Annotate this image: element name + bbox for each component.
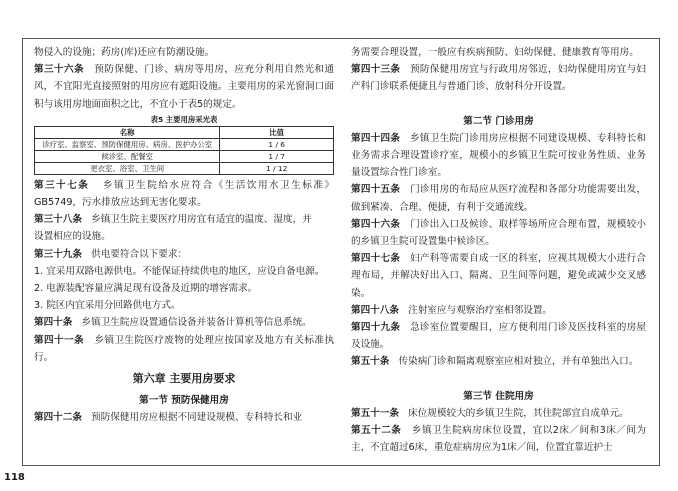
paragraph: 设置相应的设施。 <box>34 231 111 243</box>
article-43 <box>351 61 646 95</box>
chapter-title: 第六章 主要用房要求 <box>132 372 236 386</box>
page-number: 118 <box>4 472 25 483</box>
article-38 <box>34 211 334 228</box>
article-heading: 第五十条 <box>351 356 390 368</box>
table-cell: 更衣室、浴室、卫生间 <box>35 162 220 174</box>
paragraph: 物侵入的设施；药房(库)还应有防潮设施。 <box>34 47 215 58</box>
article-heading: 第五十二条 <box>351 425 402 437</box>
list-item: 3. 院区内宜采用分回路供电方式。 <box>34 300 181 312</box>
paragraph: 务需要合理设置，一般应有疾病预防、妇幼保健、健康教育等用房。 <box>351 47 639 58</box>
article-46 <box>351 216 646 250</box>
article-text: 门诊用房的布局应从医疗流程和各部分功能需要出发，做到紧凑、合理、便捷，有利于交通流线。 <box>351 184 647 213</box>
article-text: 急诊室位置要醒目，应方便利用门诊及医技科室的房屋及设施。 <box>351 322 647 351</box>
table-cell: 诊疗室、监察室、预防保健用房、病房、医护办公室 <box>35 138 220 150</box>
article-text: 预防保健用房应根据不同建设规模、专科特长和业 <box>91 412 303 424</box>
article-44 <box>351 130 646 182</box>
article-text: 预防保健用房宜与行政用房邻近，妇幼保健用房宜与妇产科门诊联系便捷且与普通门诊、放射科分开设置。 <box>351 64 647 93</box>
article-heading: 第四十六条 <box>351 218 401 230</box>
article-heading: 第四十五条 <box>351 184 401 196</box>
article-text: 妇产科等需要自成一区的科室，应视其规模大小进行合理布局，并解决好出入口、隔离、卫生间等问题，避免或减少交叉感染。 <box>351 253 647 299</box>
article-48 <box>351 302 646 319</box>
article-heading: 第四十八条 <box>351 304 399 316</box>
list-item: 1. 宜采用双路电源供电。不能保证持续供电的地区，应设自备电源。 <box>34 265 325 277</box>
right-column <box>351 44 646 456</box>
left-column <box>34 44 334 426</box>
article-heading: 第五十一条 <box>351 407 399 419</box>
table-row <box>35 150 334 162</box>
article-41 <box>34 332 334 366</box>
article-text: 床位规模较大的乡镇卫生院，其住院部宜自成单元。 <box>408 407 629 419</box>
article-text: 门诊出入口及候诊、取样等场所应合理布置，规模较小的乡镇卫生院可设置集中候诊区。 <box>351 218 647 248</box>
article-39 <box>34 246 334 263</box>
lighting-table <box>34 126 334 175</box>
article-37 <box>34 177 334 211</box>
article-42 <box>34 409 334 426</box>
section-title: 第三节 住院用房 <box>463 390 534 402</box>
article-text: 乡镇卫生院医疗废物的处理应按国家及地方有关标准执行。 <box>34 334 335 363</box>
article-heading: 第四十条 <box>34 317 73 329</box>
article-heading: 第三十八条 <box>34 214 82 226</box>
table-cell: 1 / 6 <box>220 138 334 150</box>
article-52 <box>351 422 646 456</box>
spacer <box>351 371 646 388</box>
table-title: 表5 主要用房采光表 <box>150 114 218 124</box>
article-heading: 第三十六条 <box>34 64 85 76</box>
table-row <box>35 138 334 150</box>
article-49 <box>351 319 646 353</box>
article-40 <box>34 314 334 331</box>
article-heading: 第四十二条 <box>34 412 82 424</box>
article-text: 乡镇卫生院应设置通信设备并装备计算机等信息系统。 <box>81 317 312 329</box>
article-text: 预防保健、门诊、病房等用房，应充分利用自然光和通风，不宜阳光直接照射的用房应有遮阳设施。主要用房的采光窗洞口面积与该用房地面面积之比，不宜小于表5的规定。 <box>34 64 335 110</box>
spacer <box>351 96 646 113</box>
article-text: 供电要符合以下要求： <box>91 248 188 260</box>
table-cell: 1 / 12 <box>220 162 334 174</box>
section-title: 第一节 预防保健用房 <box>139 395 229 407</box>
table-header: 比值 <box>220 126 334 138</box>
table-header-row <box>35 126 334 138</box>
article-heading: 第四十九条 <box>351 322 401 334</box>
table-cell: 候诊室、配餐室 <box>35 150 220 162</box>
article-heading: 第四十七条 <box>351 253 401 265</box>
article-51 <box>351 405 646 422</box>
article-text: 传染病门诊和隔离观察室应相对独立，并有单独出入口。 <box>398 356 639 368</box>
article-heading: 第四十一条 <box>34 334 85 346</box>
table-header: 名称 <box>35 126 220 138</box>
article-text: 乡镇卫生院门诊用房应根据不同建设规模、专科特长和业务需求合理设置诊疗室，规模小的乡镇卫生院可按业务性质、业务量设置综合性门诊室。 <box>351 132 647 179</box>
table-cell: 1 / 7 <box>220 150 334 162</box>
article-45 <box>351 181 646 215</box>
article-text: 乡镇卫生院主要医疗用房宜有适宜的温度、湿度，并 <box>91 214 312 226</box>
article-heading: 第四十四条 <box>351 132 401 144</box>
article-text: 注射室应与观察治疗室相邻设置。 <box>408 304 553 316</box>
list-item: 2. 电源装配容量应满足现有设备及近期的增容需求。 <box>34 283 258 295</box>
article-text: 乡镇卫生院给水应符合《生活饮用水卫生标准》GB5749，污水排放应达到无害化要求。 <box>34 179 335 209</box>
article-text: 乡镇卫生院病房床位设置，宜以2床／间和3床／间为主，不宜超过6床，重危症病房应为1床／间，位置宜靠近护士 <box>351 425 646 454</box>
article-heading: 第三十七条 <box>34 179 90 191</box>
article-50 <box>351 353 646 370</box>
table-row <box>35 162 334 174</box>
section-title: 第二节 门诊用房 <box>463 115 534 127</box>
article-heading: 第四十三条 <box>351 64 401 76</box>
article-47 <box>351 250 646 302</box>
article-36 <box>34 61 334 113</box>
article-heading: 第三十九条 <box>34 248 82 260</box>
